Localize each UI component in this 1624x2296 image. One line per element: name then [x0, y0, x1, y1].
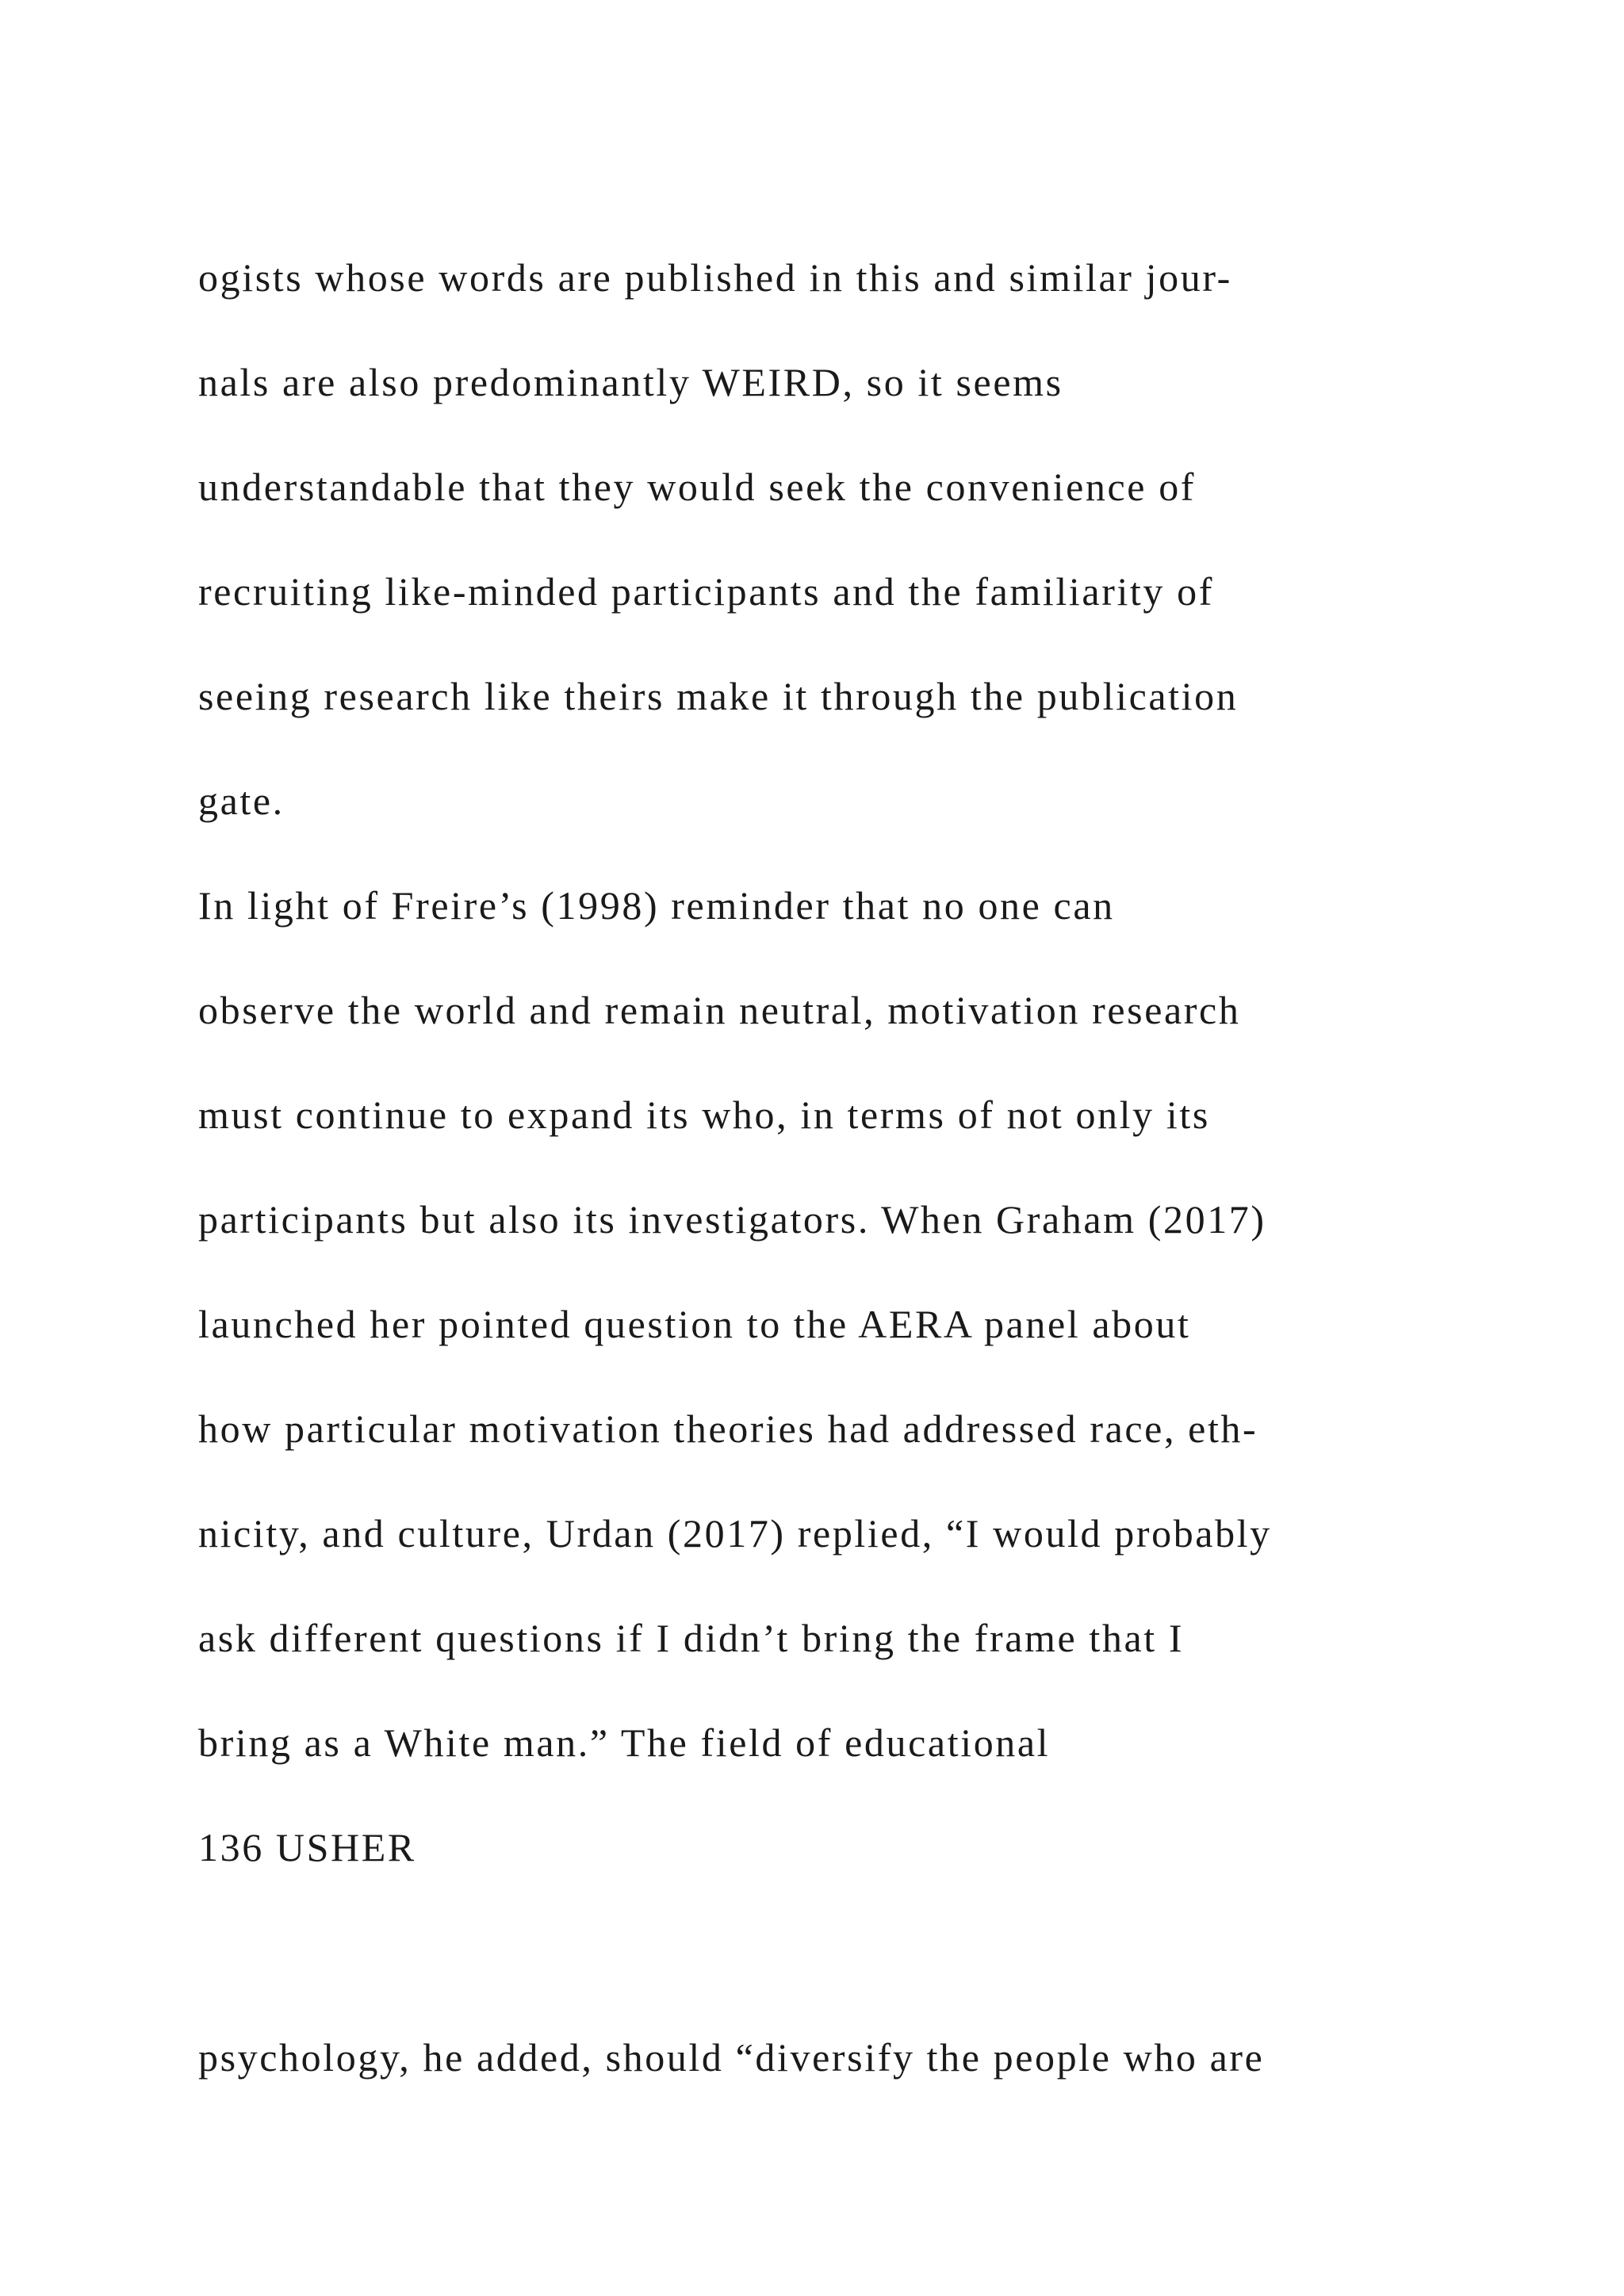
text-line: seeing research like theirs make it through the publication [198, 674, 1239, 718]
text-line: must continue to expand its who, in terms of not only its [198, 1093, 1210, 1137]
text-line: observe the world and remain neutral, motivation research [198, 988, 1241, 1032]
text-line: bring as a White man.” The field of educational [198, 1720, 1051, 1765]
text-line: psychology, he added, should “diversify the people who are [198, 2035, 1265, 2080]
text-line: recruiting like-minded participants and the familiarity of [198, 569, 1214, 614]
text-line: launched her pointed question to the AERA panel about [198, 1302, 1191, 1346]
text-line: nals are also predominantly WEIRD, so it seems [198, 360, 1063, 404]
text-line: ask different questions if I didn’t bring the frame that I [198, 1616, 1185, 1660]
text-line: ogists whose words are published in this and similar jour- [198, 255, 1232, 300]
text-line: gate. [198, 779, 285, 823]
running-footer: 136 USHER [198, 1825, 416, 1869]
paragraph-start-line: In light of Freire’s (1998) reminder that no one can [198, 883, 1115, 928]
text-line: participants but also its investigators. When Graham (2017) [198, 1197, 1266, 1242]
text-line: nicity, and culture, Urdan (2017) replied, “I would probably [198, 1511, 1272, 1556]
text-line: how particular motivation theories had addressed race, eth- [198, 1406, 1258, 1451]
text-line: understandable that they would seek the convenience of [198, 465, 1197, 509]
